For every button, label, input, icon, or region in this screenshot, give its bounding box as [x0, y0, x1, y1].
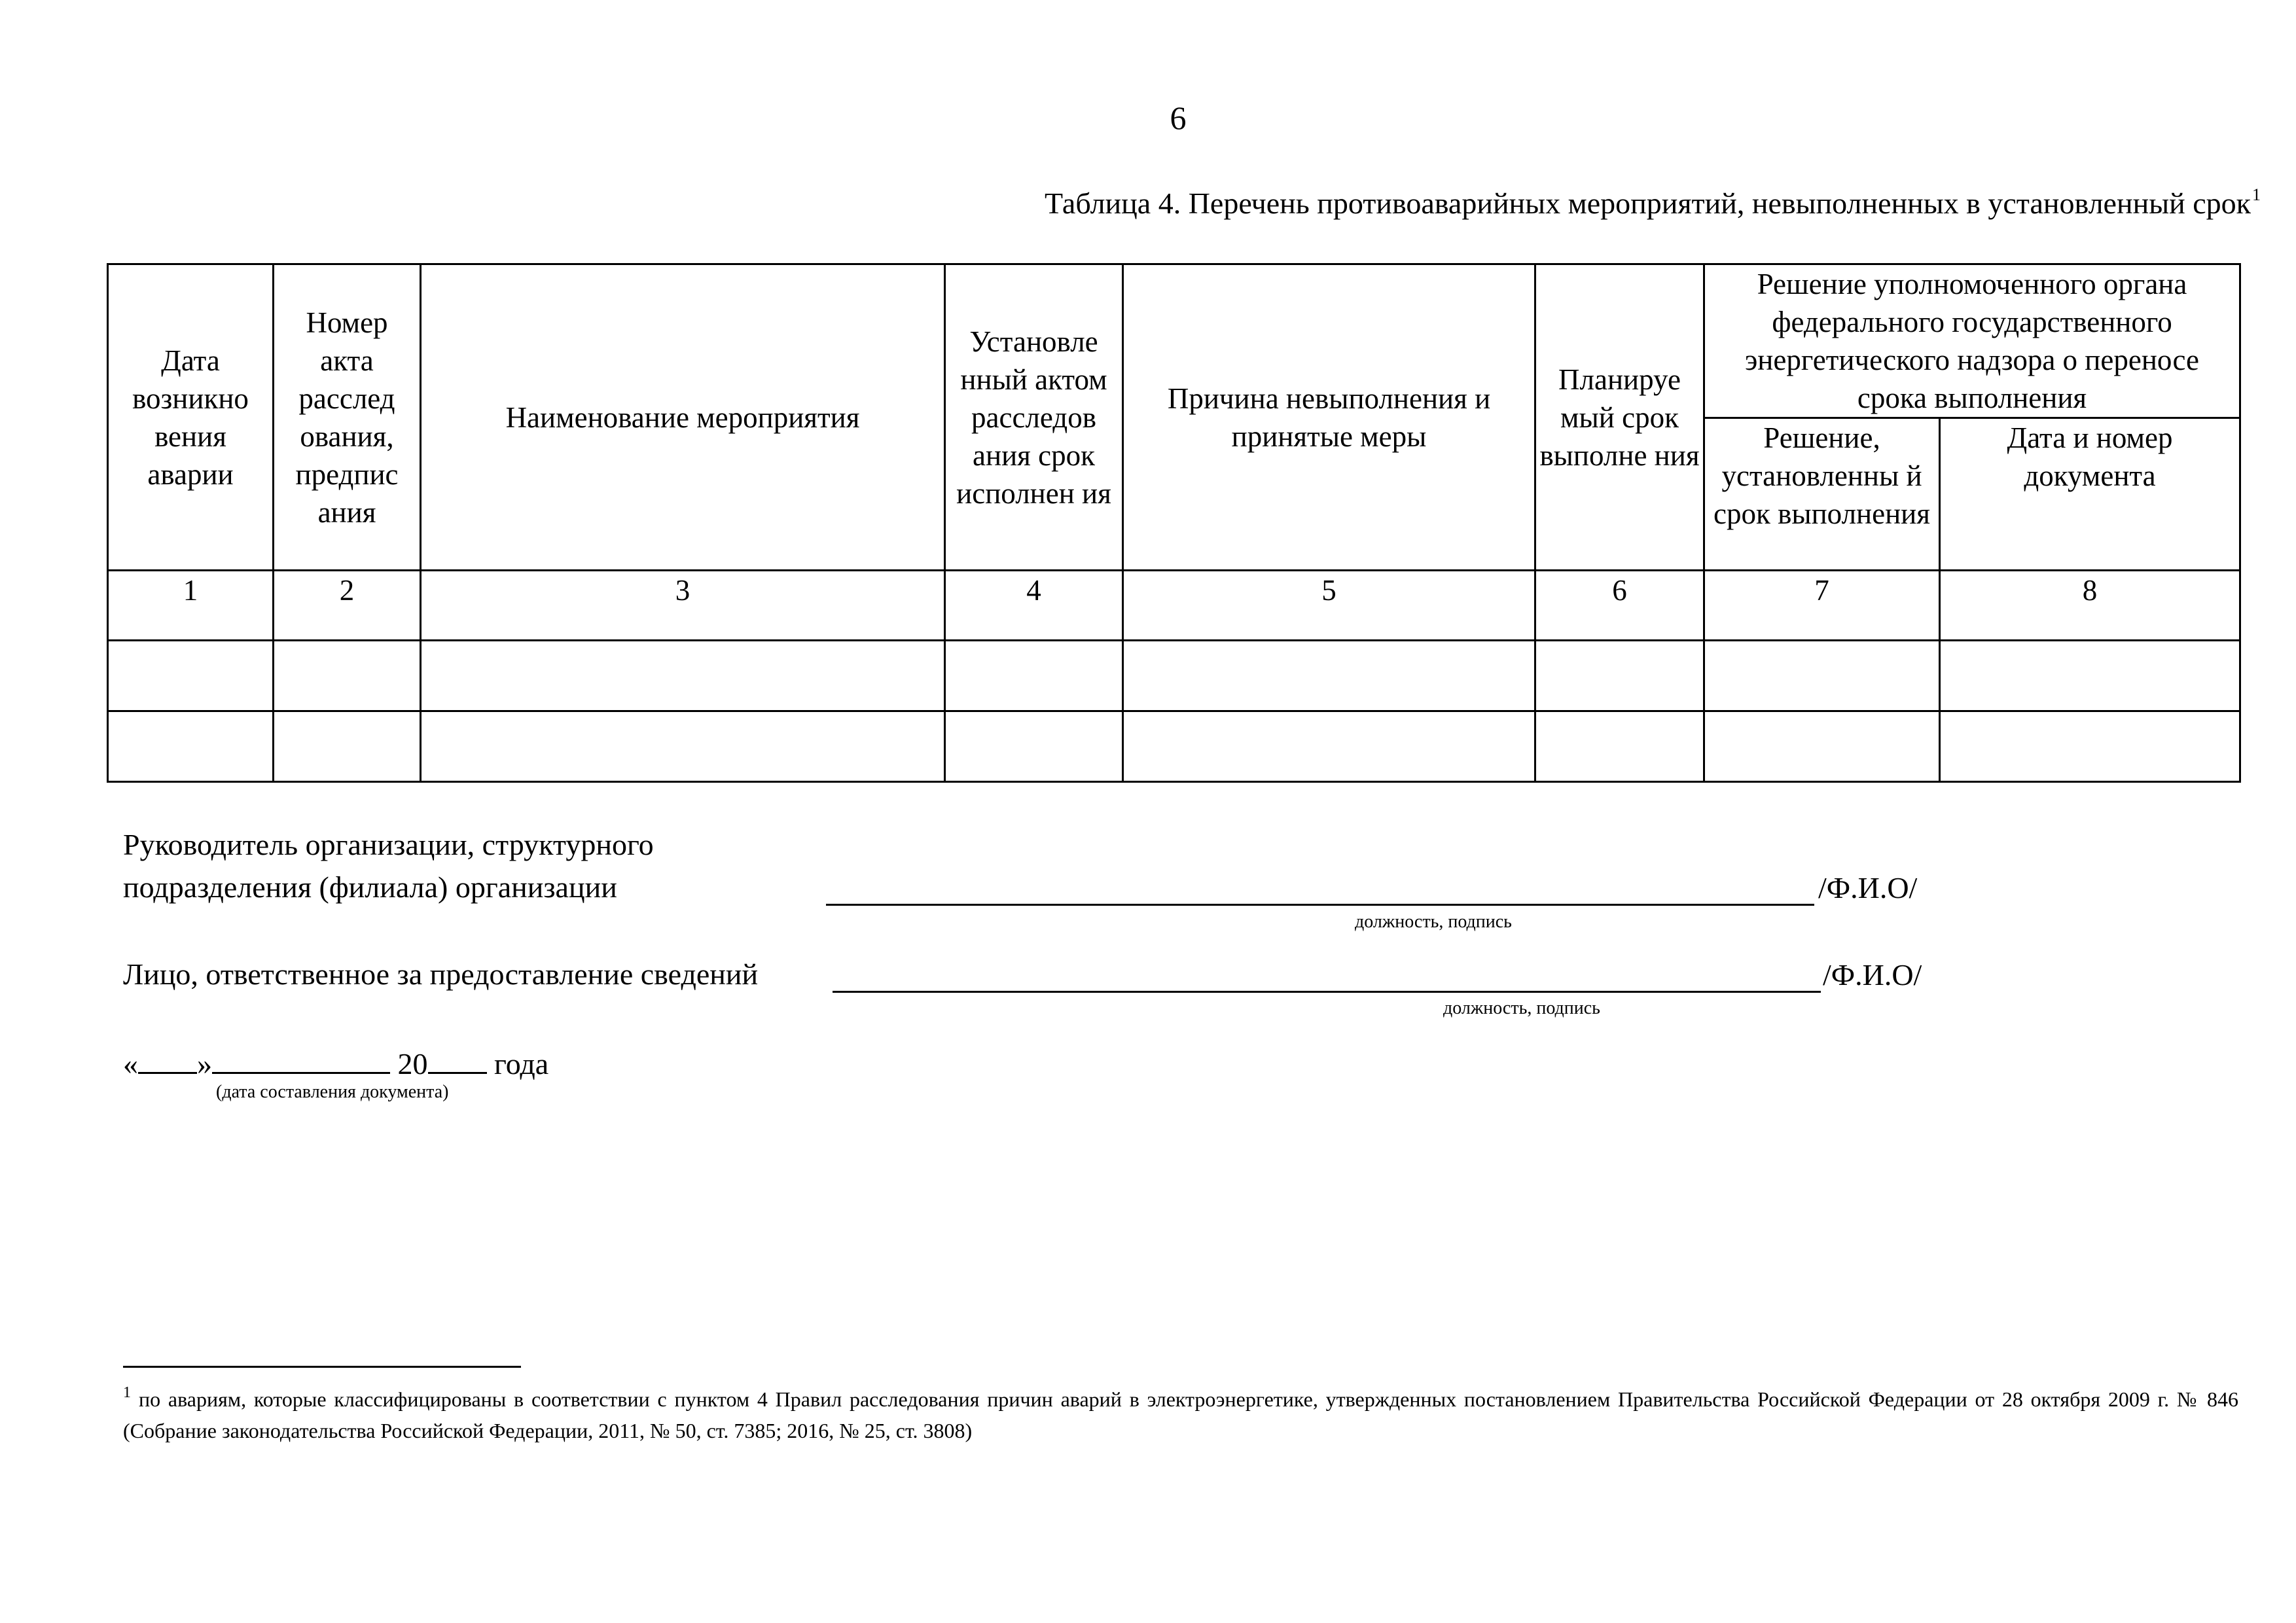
- footnote-mark: 1: [123, 1384, 131, 1401]
- column-number-7: 7: [1704, 571, 1940, 641]
- table-cell: [1535, 641, 1704, 711]
- date-close-quote: »: [197, 1047, 212, 1080]
- responsible-signature-line: [833, 991, 1821, 993]
- header-col-1: Дата возникно вения аварии: [108, 264, 274, 571]
- table-cell: [421, 711, 945, 782]
- footnote-separator: [123, 1366, 521, 1368]
- table-cell: [274, 711, 421, 782]
- table-cell: [421, 641, 945, 711]
- header-col-7: Решение, установленны й срок выполнения: [1704, 418, 1940, 571]
- header-col-6: Планируе мый срок выполне ния: [1535, 264, 1704, 571]
- responsible-signature-hint: должность, подпись: [1443, 998, 1600, 1018]
- column-number-6: 6: [1535, 571, 1704, 641]
- head-fio: /Ф.И.О/: [1818, 871, 1918, 904]
- table-caption-text: Таблица 4. Перечень противоаварийных мероприятий, невыполненных в установленный срок: [1044, 187, 2251, 220]
- header-col-2: Номер акта расслед ования, предпис ания: [274, 264, 421, 571]
- table-cell: [1123, 711, 1535, 782]
- date-day-blank: [138, 1042, 197, 1074]
- date-hint: (дата составления документа): [216, 1082, 449, 1102]
- document-date: [123, 1042, 548, 1084]
- table-cell: [945, 641, 1123, 711]
- header-group-decision: Решение уполномоченного органа федерального государственного энергетического надзора о переносе срока выполнения: [1704, 264, 2240, 418]
- table-row: [108, 641, 2240, 711]
- date-open-quote: «: [123, 1047, 138, 1080]
- column-number-4: 4: [945, 571, 1123, 641]
- table-cell: [108, 641, 274, 711]
- column-number-2: 2: [274, 571, 421, 641]
- head-label-line-2: подразделения (филиала) организации: [123, 870, 617, 904]
- table-cell: [1940, 711, 2240, 782]
- date-year-blank: [428, 1042, 487, 1074]
- header-row-1: [108, 264, 2240, 418]
- measures-table: [107, 263, 2241, 783]
- table-cell: [945, 711, 1123, 782]
- header-col-3: Наименование мероприятия: [421, 264, 945, 571]
- table-cell: [1704, 711, 1940, 782]
- date-month-blank: [212, 1042, 390, 1074]
- header-col-4: Установле нный актом расследов ания срок исполнен ия: [945, 264, 1123, 571]
- responsible-fio: /Ф.И.О/: [1823, 958, 1922, 991]
- page-number: 6: [1170, 99, 1187, 136]
- responsible-label: Лицо, ответственное за предоставление сведений: [123, 957, 759, 991]
- table-row: [108, 711, 2240, 782]
- date-year-prefix: 20: [397, 1047, 428, 1080]
- table-cell: [1940, 641, 2240, 711]
- date-year-suffix: года: [494, 1047, 549, 1080]
- column-number-8: 8: [1940, 571, 2240, 641]
- table-cell: [1123, 641, 1535, 711]
- table-cell: [274, 641, 421, 711]
- column-numbers-row: [108, 571, 2240, 641]
- head-signature-line: [826, 904, 1814, 906]
- footnote-text: по авариям, которые классифицированы в соответствии с пунктом 4 Правил расследования причин аварий в электроэнергетике, утвержденных постановлением Правительства Российской Федерации от 28 октября 2009 г. № 846 (Собрание законодательства Российской Федерации, 2011, № 50, ст. 7385; 2016, № 25, ст. 3808): [123, 1387, 2238, 1442]
- column-number-3: 3: [421, 571, 945, 641]
- table-caption: [1045, 177, 2261, 222]
- table-cell: [108, 711, 274, 782]
- head-signature-hint: должность, подпись: [1355, 912, 1512, 932]
- table-cell: [1535, 711, 1704, 782]
- header-col-5: Причина невыполнения и принятые меры: [1123, 264, 1535, 571]
- head-label-line-1: Руководитель организации, структурного: [123, 828, 654, 861]
- footnote: [123, 1377, 2238, 1446]
- column-number-1: 1: [108, 571, 274, 641]
- column-number-5: 5: [1123, 571, 1535, 641]
- table-cell: [1704, 641, 1940, 711]
- table-caption-footnote-mark: 1: [2252, 185, 2261, 204]
- header-col-8: Дата и номер документа: [1940, 418, 2240, 571]
